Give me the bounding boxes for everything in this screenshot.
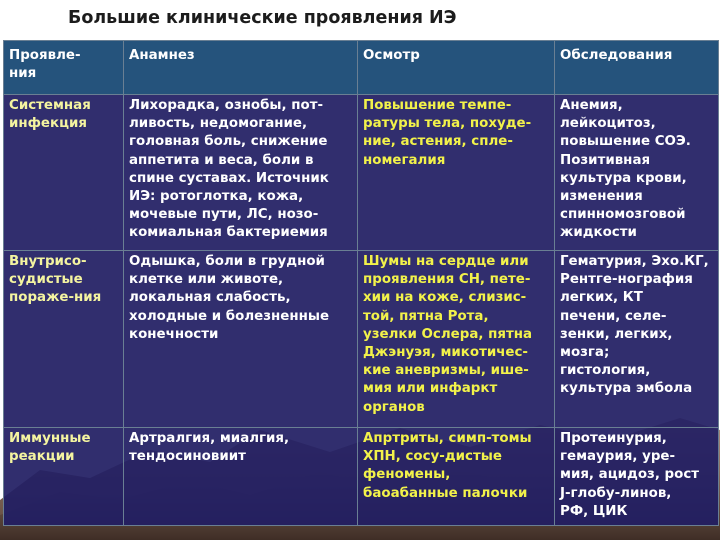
table-cell xyxy=(555,428,719,526)
table-cell xyxy=(555,95,719,251)
table-cell xyxy=(555,251,719,428)
cell-text: Протеинурия, гемаурия, уре- мия, ацидоз, рост J-глобу-линов, РФ, ЦИК xyxy=(560,431,700,519)
cell-text: Лихорадка, ознобы, пот- ливость, недомогание, головная боль, снижение аппетита и веса, боли в спине суставах. Источник ИЭ: ротоглотка, кожа, мочевые пути, ЛС, нозо- комиальная бактериемия xyxy=(129,98,329,241)
cell-text: Гематурия, Эхо.КГ, Рентге-нография легких, КТ печени, селе- зенки, легких, мозга; гистология, культура эмбола xyxy=(560,254,709,397)
table-row xyxy=(4,95,719,251)
table-row xyxy=(4,251,719,428)
cell-text: Иммунные реакции xyxy=(9,431,91,465)
header-cell-examination xyxy=(358,41,555,95)
slide-title: Большие клинические проявления ИЭ xyxy=(68,8,457,28)
cell-text: Внутрисо- судистые пораже-ния xyxy=(9,254,102,306)
cell-text: Шумы на сердце или проявления СН, пете- хии на коже, слизис- той, пятна Рота, узелки Ослера, пятна Джэнуэя, микотичес- кие аневризмы, ише- мия или инфаркт органов xyxy=(363,254,533,415)
table-cell xyxy=(124,95,358,251)
cell-text: Системная инфекция xyxy=(9,98,91,132)
table-cell xyxy=(124,428,358,526)
table-cell xyxy=(358,95,555,251)
table-cell xyxy=(4,95,124,251)
header-row xyxy=(4,41,719,95)
header-text: Проявле- ния xyxy=(9,48,81,82)
cell-text: Артралгия, миалгия, тендосиновиит xyxy=(129,431,290,465)
cell-text: Повышение темпе- ратуры тела, похуде- ние, астения, спле- номегалия xyxy=(363,98,532,168)
table-cell xyxy=(358,251,555,428)
table-row xyxy=(4,428,719,526)
header-text: Осмотр xyxy=(363,48,420,63)
header-text: Анамнез xyxy=(129,48,195,63)
cell-text: Анемия, лейкоцитоз, повышение СОЭ. Позитивная культура крови, изменения спинномозговой жидкости xyxy=(560,98,691,241)
header-text: Обследования xyxy=(560,48,673,63)
header-cell-manifestations xyxy=(4,41,124,95)
header-cell-investigations xyxy=(555,41,719,95)
cell-text: Апртриты, симп-томы ХПН, сосу-дистые феномены, баоабанные палочки xyxy=(363,431,532,501)
table-cell xyxy=(4,251,124,428)
table-cell xyxy=(358,428,555,526)
header-cell-anamnesis xyxy=(124,41,358,95)
cell-text: Одышка, боли в грудной клетке или животе, локальная слабость, холодные и болезненные конечности xyxy=(129,254,330,342)
table-cell xyxy=(4,428,124,526)
table-cell xyxy=(124,251,358,428)
manifestations-table xyxy=(3,40,718,526)
